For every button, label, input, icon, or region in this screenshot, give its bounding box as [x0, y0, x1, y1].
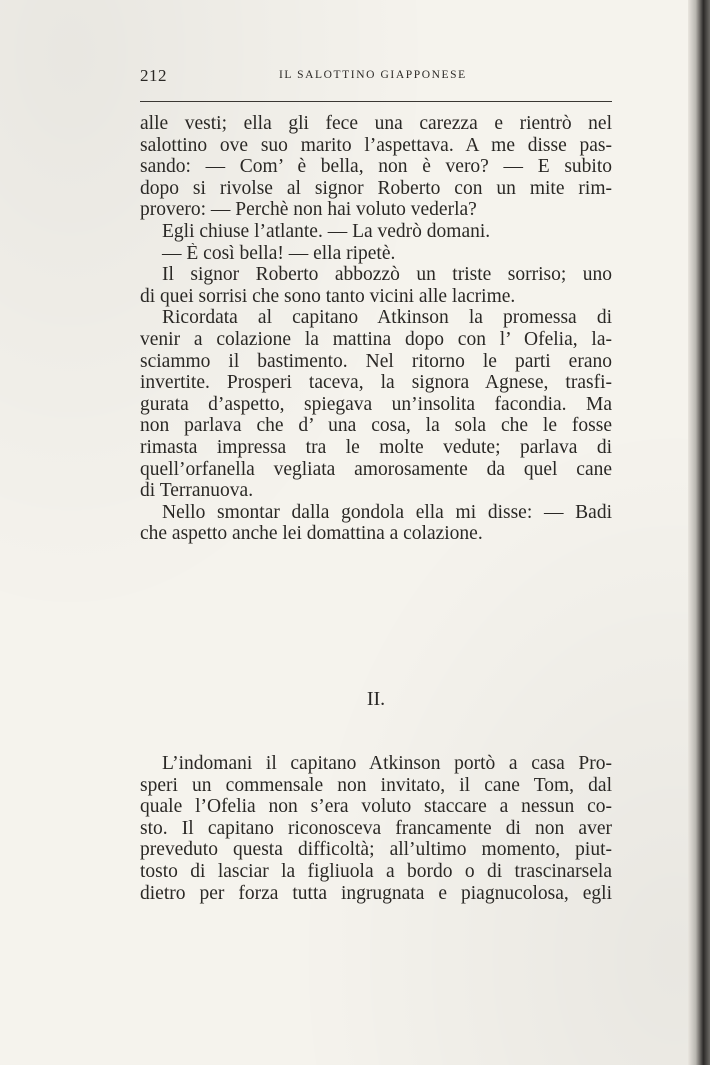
- text-line: Ricordata al capitano Atkinson la promessa di: [162, 307, 612, 329]
- section-number: II.: [366, 688, 386, 710]
- text-line: salottino ove suo marito l’aspettava. A me disse pas-: [140, 134, 612, 156]
- text-line: Nello smontar dalla gondola ella mi disse: — Badi: [162, 501, 612, 523]
- text-line: Il signor Roberto abbozzò un triste sorriso; uno: [162, 264, 612, 286]
- running-title: IL SALOTTINO GIAPPONESE: [279, 69, 467, 81]
- text-line: — È così bella! — ella ripetè.: [162, 242, 396, 264]
- text-line: che aspetto anche lei domattina a colazione.: [140, 523, 483, 545]
- text-line: venir a colazione la mattina dopo con l’ Ofelia, la-: [140, 328, 612, 350]
- text-line: sto. Il capitano riconosceva francamente di non aver: [140, 817, 612, 839]
- text-line: dopo si rivolse al signor Roberto con un mite rim-: [140, 177, 612, 199]
- text-block-1: [140, 113, 612, 545]
- text-line: preveduto questa difficoltà; all’ultimo momento, piut-: [140, 839, 612, 861]
- text-line: quell’orfanella vegliata amorosamente da quel cane: [140, 458, 612, 480]
- text-line: di Terranuova.: [140, 480, 254, 502]
- text-line: tosto di lasciar la figliuola a bordo o di trascinarsela: [140, 860, 612, 882]
- text-line: non parlava che d’ una cosa, la sola che le fosse: [140, 415, 612, 437]
- text-line: speri un commensale non invitato, il cane Tom, dal: [140, 774, 612, 796]
- text-line: alle vesti; ella gli fece una carezza e rientrò nel: [140, 113, 612, 134]
- page-header: [140, 66, 612, 88]
- text-block-2: [140, 753, 612, 904]
- text-line: sciammo il bastimento. Nel ritorno le parti erano: [140, 350, 612, 372]
- text-line: invertite. Prosperi taceva, la signora Agnese, trasfi-: [140, 372, 612, 394]
- text-line: sando: — Com’ è bella, non è vero? — E subito: [140, 156, 612, 178]
- page-number: 212: [140, 66, 167, 85]
- text-line: di quei sorrisi che sono tanto vicini alle lacrime.: [140, 285, 516, 307]
- text-line: provero: — Perchè non hai voluto vederla?: [140, 199, 477, 221]
- text-line: rimasta impressa tra le molte vedute; parlava di: [140, 436, 612, 458]
- header-rule: [140, 101, 612, 102]
- text-line: quale l’Ofelia non s’era voluto staccare a nessun co-: [140, 796, 612, 818]
- text-line: Egli chiuse l’atlante. — La vedrò domani.: [162, 220, 491, 242]
- text-line: L’indomani il capitano Atkinson portò a casa Pro-: [162, 753, 612, 774]
- text-line: gurata d’aspetto, spiegava un’insolita facondia. Ma: [140, 393, 612, 415]
- text-line: dietro per forza tutta ingrugnata e piagnucolosa, egli: [140, 882, 612, 904]
- book-spine-edge: [688, 0, 710, 1065]
